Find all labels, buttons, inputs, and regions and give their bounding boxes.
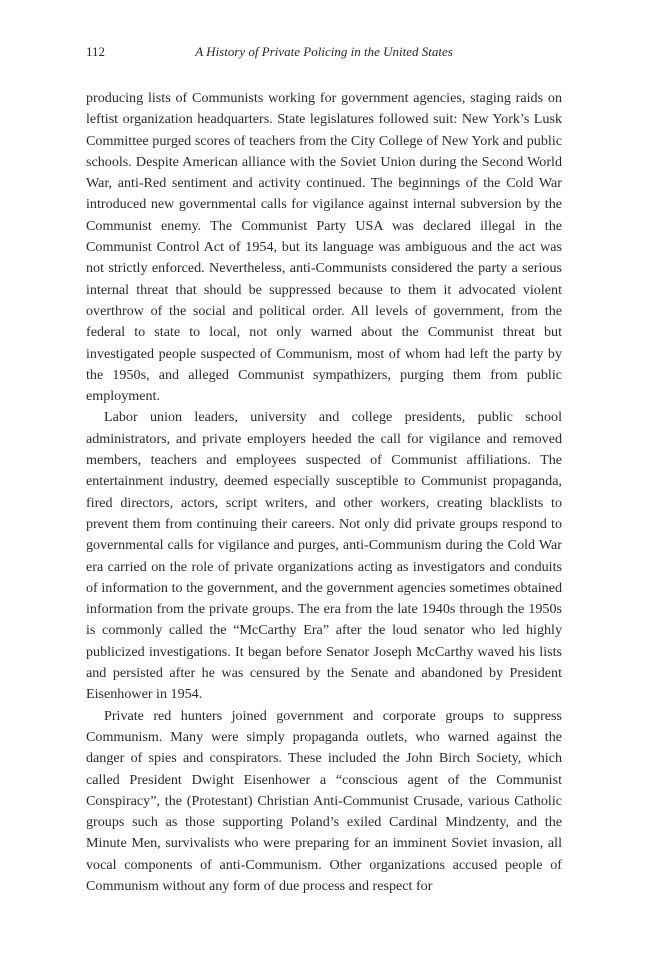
body-text xyxy=(86,88,562,897)
paragraph-3: Private red hunters joined government and corporate groups to suppress Communism. Many were simply propaganda outlets, who warned against the danger of spies and conspirators. These included the John Birch Society, which called President Dwight Eisenhower a “conscious agent of the Communist Conspiracy”, the (Protestant) Christian Anti-Communist Crusade, various Catholic groups such as those supporting Poland’s exiled Cardinal Mindzenty, and the Minute Men, survivalists who were preparing for an imminent Soviet invasion, all vocal components of anti-Communism. Other organizations accused people of Communism without any form of due process and respect for xyxy=(86,707,562,894)
paragraph-2: Labor union leaders, university and college presidents, public school administrators, and private employers heeded the call for vigilance and removed members, teachers and employees suspected of Communist affiliations. The entertainment industry, deemed especially susceptible to Communist propaganda, fired directors, actors, script writers, and other workers, creating blacklists to prevent them from continuing their careers. Not only did private groups respond to governmental calls for vigilance and purges, anti-Communism during the Cold War era carried on the role of private organizations acting as investigators and conduits of information to the government, and the government agencies sometimes obtained information from the private groups. The era from the late 1940s through the 1950s is commonly called the “McCarthy Era” after the loud senator who led highly publicized investigations. It began before Senator Joseph McCarthy waved his lists and persisted after he was censured by the Senate and abandoned by President Eisenhower in 1954. xyxy=(86,409,562,703)
running-title: A History of Private Policing in the United States xyxy=(195,44,453,59)
paragraph-1: producing lists of Communists working for government agencies, staging raids on leftist organization headquarters. State legislatures followed suit: New York’s Lusk Committee purged scores of teachers from the City College of New York and public schools. Despite American alliance with the Soviet Union during the Second World War, anti-Red sentiment and activity continued. The beginnings of the Cold War introduced new governmental calls for vigilance against internal subversion by the Communist enemy. The Communist Party USA was declared illegal in the Communist Control Act of 1954, but its language was ambiguous and the act was not strictly enforced. Nevertheless, anti-Communists considered the party a serious internal threat that should be suppressed because to them it advocated violent overthrow of the social and political order. All levels of government, from the federal to state to local, not only warned about the Communist threat but investigated people suspected of Communism, most of whom had left the party by the 1950s, and alleged Communist sympathizers, purging them from public employment. xyxy=(86,90,562,405)
page-header xyxy=(86,42,562,62)
page-number: 112 xyxy=(86,44,106,59)
